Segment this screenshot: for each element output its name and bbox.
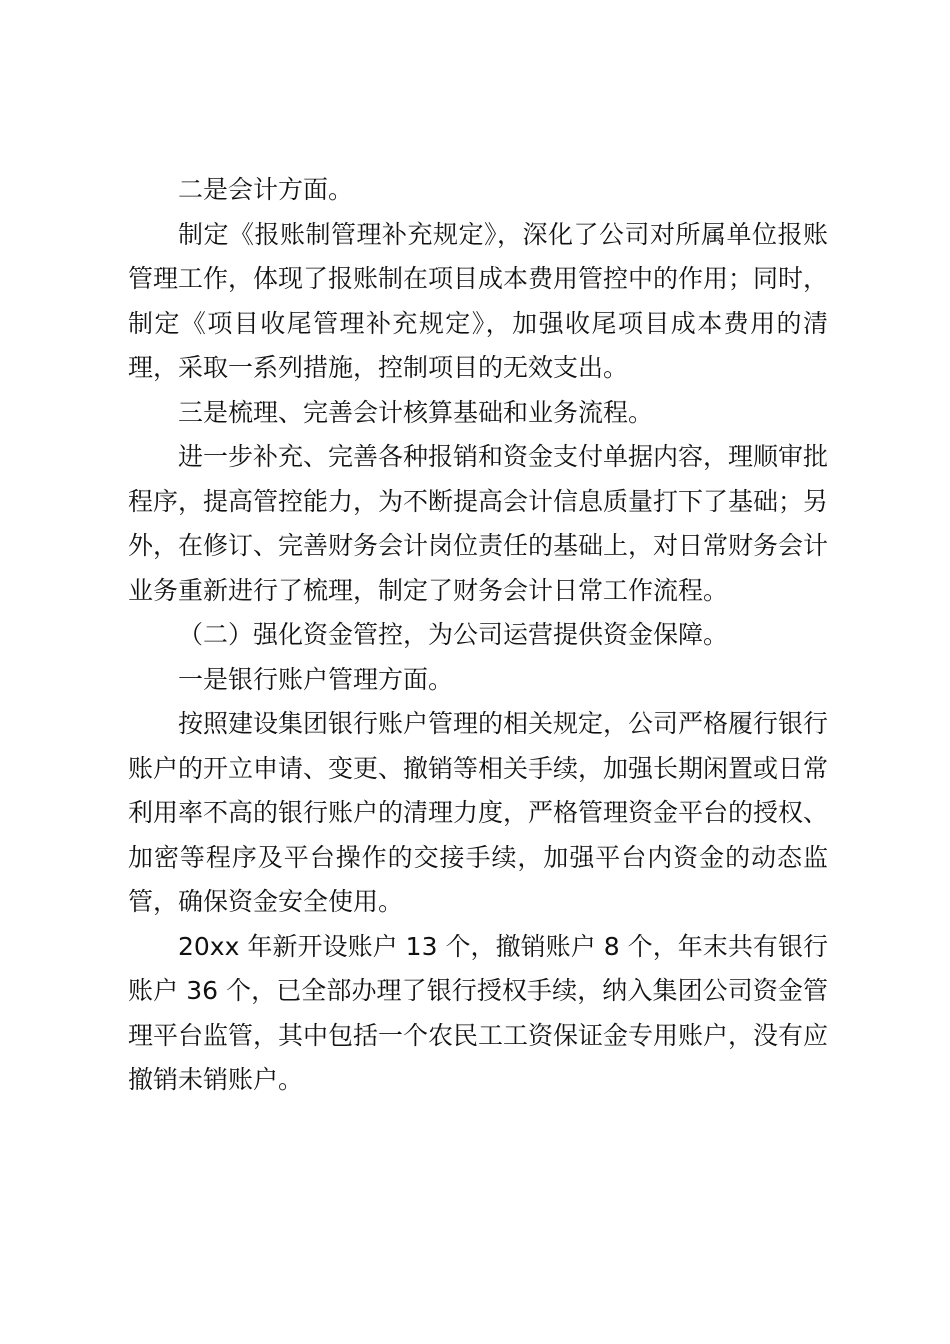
- paragraph-account-statistics: 20xx 年新开设账户 13 个，撤销账户 8 个，年末共有银行账户 36 个，已全部办理了银行授权手续，纳入集团公司资金管理平台监管，其中包括一个农民工工资保证金专用账户，没有应撤销未销账户。: [128, 931, 829, 1094]
- paragraph-heading-accounting: 二是会计方面。: [178, 175, 354, 204]
- paragraph-section-two-heading: （二）强化资金管控，为公司运营提供资金保障。: [178, 620, 729, 649]
- paragraph-heading-bank-accounts: 一是银行账户管理方面。: [178, 664, 454, 694]
- paragraph-bank-account-rules: 按照建设集团银行账户管理的相关规定，公司严格履行银行账户的开立申请、变更、撤销等相关手续，加强长期闲置或日常利用率不高的银行账户的清理力度，严格管理资金平台的授权、加密等程序及平台操作的交接手续，加强平台内资金的动态监管，确保资金安全使用。: [128, 709, 829, 916]
- paragraph-reimbursement-rules: 制定《报账制管理补充规定》，深化了公司对所属单位报账管理工作，体现了报账制在项目成本费用管控中的作用；同时，制定《项目收尾管理补充规定》，加强收尾项目成本费用的清理，采取一系列措施，控制项目的无效支出。: [128, 219, 829, 382]
- paragraph-process-details: 进一步补充、完善各种报销和资金支付单据内容，理顺审批程序，提高管控能力，为不断提高会计信息质量打下了基础；另外，在修订、完善财务会计岗位责任的基础上，对日常财务会计业务重新进行了梳理，制定了财务会计日常工作流程。: [128, 442, 829, 605]
- paragraph-heading-process: 三是梳理、完善会计核算基础和业务流程。: [178, 397, 654, 427]
- document-body: [128, 168, 828, 1103]
